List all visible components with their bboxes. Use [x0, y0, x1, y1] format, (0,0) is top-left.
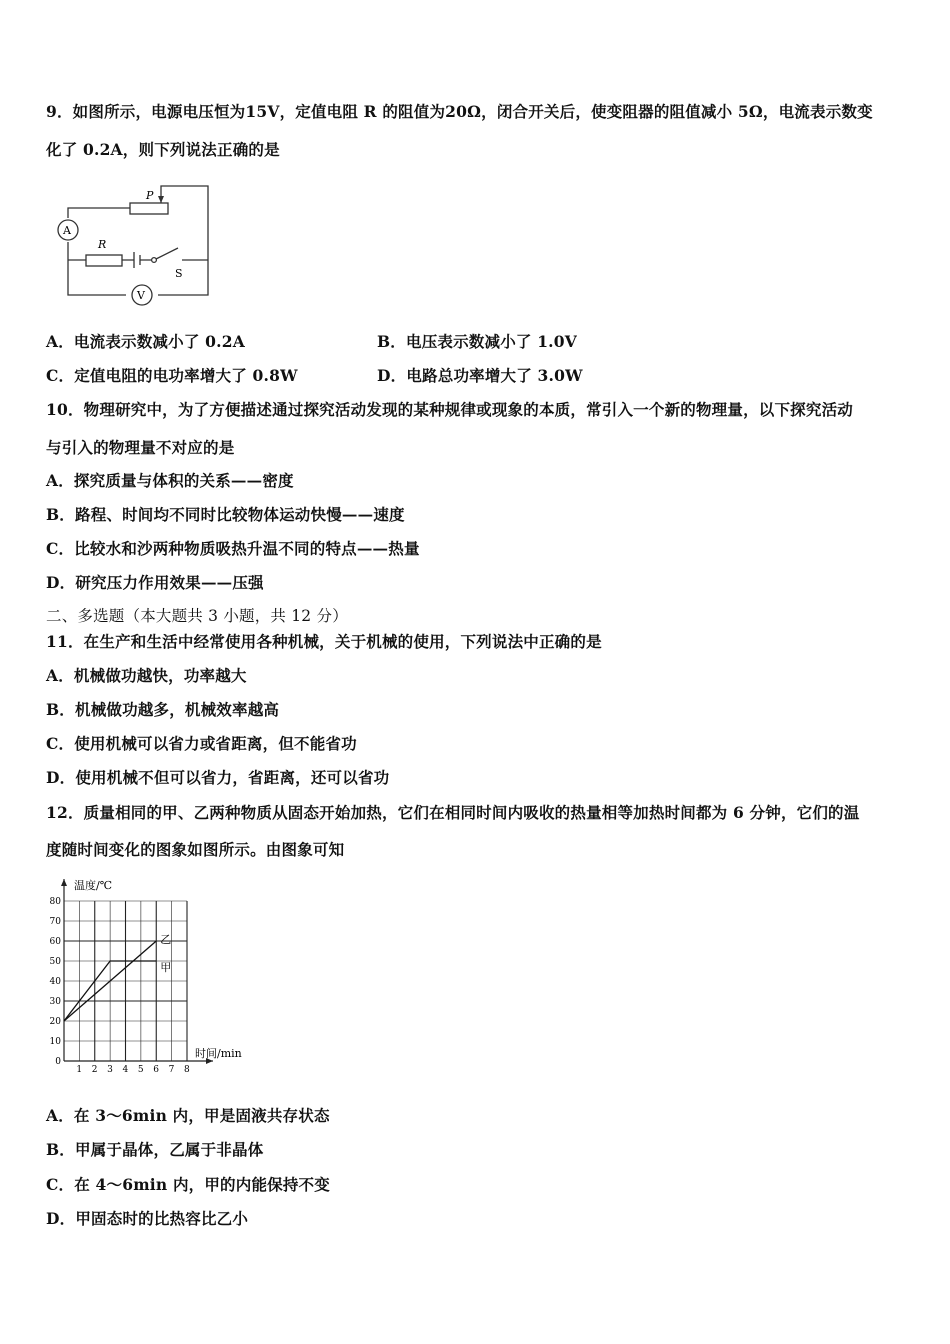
- battery: [134, 252, 140, 268]
- q9-option-d: D．电路总功率增大了 3.0W: [377, 366, 583, 385]
- q10-option-d: D．研究压力作用效果——压强: [46, 573, 264, 592]
- q10-option-b: B．路程、时间均不同时比较物体运动快慢——速度: [46, 505, 405, 524]
- q12-stem-line2: 度随时间变化的图象如图所示。由图象可知: [46, 840, 345, 859]
- q11-option-c: C．使用机械可以省力或省距离，但不能省功: [46, 734, 357, 753]
- series-label-1: 乙: [160, 933, 172, 946]
- q10-option-a: A．探究质量与体积的关系——密度: [46, 471, 294, 490]
- y-tick-label: 40: [49, 977, 61, 987]
- q11-option-b: B．机械做功越多，机械效率越高: [46, 700, 280, 719]
- y-tick-label: 70: [49, 917, 61, 927]
- y-tick-label: 30: [49, 997, 61, 1007]
- q10-stem-line1: 10．物理研究中，为了方便描述通过探究活动发现的某种规律或现象的本质，常引入一个新的物理量，以下探究活动: [46, 400, 853, 419]
- slider-arrow: [158, 196, 164, 203]
- switch-contact: [152, 258, 157, 263]
- label-v: V: [137, 289, 145, 302]
- rheostat: [130, 203, 168, 214]
- x-tick-label: 8: [184, 1065, 190, 1075]
- q9-stem-line1: 9．如图所示，电源电压恒为15V，定值电阻 R 的阻值为20Ω，闭合开关后，使变阻器的阻值减小 5Ω，电流表示数变: [46, 102, 873, 121]
- q12-stem-line1: 12．质量相同的甲、乙两种物质从固态开始加热，它们在相同时间内吸收的热量相等加热时间都为 6 分钟，它们的温: [46, 803, 860, 822]
- y-tick-label: 60: [49, 937, 61, 947]
- rheostat-slider-wire: [161, 186, 208, 260]
- x-tick-label: 2: [91, 1065, 98, 1075]
- q12-option-c: C．在 4～6min 内，甲的内能保持不变: [46, 1175, 330, 1194]
- y-tick-label: 20: [49, 1017, 61, 1027]
- y-axis-arrow: [61, 879, 67, 886]
- circuit-wire-left: [68, 242, 126, 295]
- q9-option-c: C．定值电阻的电功率增大了 0.8W: [46, 366, 298, 385]
- y-tick-label: 0: [55, 1057, 61, 1067]
- y-tick-label: 50: [49, 957, 61, 967]
- label-a: A: [63, 224, 71, 237]
- label-r: R: [98, 238, 107, 251]
- circuit-wire-top: [68, 208, 130, 218]
- circuit-wire-right: [158, 260, 208, 295]
- q10-option-c: C．比较水和沙两种物质吸热升温不同的特点——热量: [46, 539, 420, 558]
- q9-option-a: A．电流表示数减小了 0.2A: [46, 332, 245, 351]
- label-p: P: [146, 189, 154, 202]
- label-s: S: [175, 267, 183, 280]
- q11-option-d: D．使用机械不但可以省力，省距离，还可以省功: [46, 768, 390, 787]
- temperature-time-chart: [40, 870, 270, 1080]
- x-tick-label: 6: [153, 1065, 159, 1075]
- q12-option-b: B．甲属于晶体，乙属于非晶体: [46, 1140, 264, 1159]
- q9-stem-line2: 化了 0.2A，则下列说法正确的是: [46, 140, 280, 159]
- x-tick-label: 1: [76, 1065, 83, 1075]
- q12-option-a: A．在 3～6min 内，甲是固液共存状态: [46, 1106, 330, 1125]
- x-tick-label: 7: [168, 1065, 175, 1075]
- q11-option-a: A．机械做功越快，功率越大: [46, 666, 247, 685]
- x-axis-label: 时间/min: [195, 1047, 242, 1060]
- q10-stem-line2: 与引入的物理量不对应的是: [46, 438, 235, 457]
- y-tick-label: 80: [49, 897, 61, 907]
- x-tick-label: 5: [137, 1065, 144, 1075]
- fixed-resistor: [86, 255, 122, 266]
- q12-option-d: D．甲固态时的比热容比乙小: [46, 1209, 249, 1228]
- q9-option-b: B．电压表示数减小了 1.0V: [377, 332, 577, 351]
- x-tick-label: 3: [107, 1065, 113, 1075]
- circuit-diagram: [50, 178, 220, 303]
- q11-stem: 11．在生产和生活中经常使用各种机械，关于机械的使用，下列说法中正确的是: [46, 632, 602, 651]
- switch-lever: [156, 248, 178, 259]
- y-tick-label: 10: [49, 1037, 61, 1047]
- section-heading: 二、多选题（本大题共 3 小题，共 12 分）: [46, 607, 348, 625]
- x-tick-label: 4: [122, 1065, 129, 1075]
- y-axis-label: 温度/℃: [74, 879, 113, 892]
- series-label-0: 甲: [160, 961, 172, 974]
